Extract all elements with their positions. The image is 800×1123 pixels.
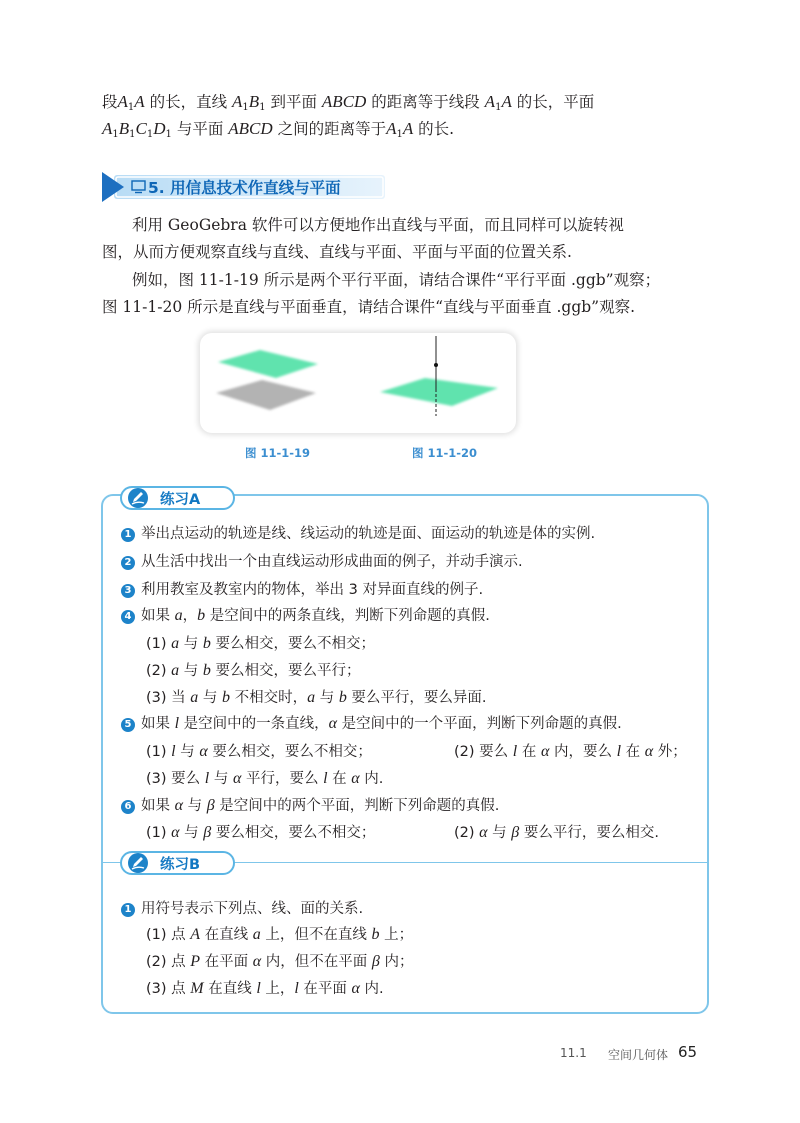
exercise-a-q6-2: (2) α 与 β 要么平行，要么相交.: [454, 824, 659, 841]
exercise-a-label: 练习A: [160, 492, 201, 508]
pencil-icon: [126, 487, 150, 509]
bottom-plane: [216, 380, 316, 410]
exercise-b-q1-2: (2) 点 P 在平面 α 内，但不在平面 β 内；: [146, 953, 414, 970]
exercise-a-q2: 2 从生活中找出一个由直线运动形成曲面的例子，并动手演示.: [121, 550, 523, 571]
exercise-a-q1: 1 举出点运动的轨迹是线、线运动的轨迹是面、面运动的轨迹是体的实例.: [121, 522, 595, 543]
figure-parallel-planes: [210, 340, 340, 430]
computer-icon: [131, 180, 146, 194]
plane: [380, 378, 498, 406]
exercise-b-q1: 1 用符号表示下列点、线、面的关系.: [121, 897, 363, 918]
footer-chapter-title: 空间几何体: [608, 1048, 669, 1062]
figure-caption-2: 图 11-1-20: [412, 446, 478, 460]
para-1a: 利用 GeoGebra 软件可以方便地作出直线与平面，而且同样可以旋转视: [132, 216, 624, 234]
exercise-a-q4: 4 如果 a，b 是空间中的两条直线，判断下列命题的真假.: [121, 604, 490, 625]
exercise-a-q5-3: (3) 要么 l 与 α 平行，要么 l 在 α 内.: [146, 770, 384, 787]
exercise-b-q1-3: (3) 点 M 在直线 l 上，l 在平面 α 内.: [146, 980, 384, 997]
exercise-a-q5-2: (2) 要么 l 在 α 内，要么 l 在 α 外；: [454, 743, 687, 760]
exercise-a-q3: 3 利用教室及教室内的物体，举出 3 对异面直线的例子.: [121, 578, 483, 599]
para-2b: 图 11-1-20 所示是直线与平面垂直，请结合课件“直线与平面垂直 .ggb”观察.: [102, 298, 636, 316]
exercise-a-q6-1: (1) α 与 β 要么相交，要么不相交；: [146, 824, 376, 841]
top-plane: [218, 350, 318, 378]
exercise-a-q4-2: (2) a 与 b 要么相交，要么平行；: [146, 662, 361, 679]
intro-line-2: $A_1B_1C_1D_1$ 与平面 ABCD 之间的距离等于$A_1A$ 的长.: [102, 119, 455, 140]
figure-line-perpendicular-plane: [370, 336, 510, 426]
intro-line-1: 段$A_1A$ 的长，直线 $A_1B_1$ 到平面 ABCD 的距离等于线段 $A_1A$ 的长，平面: [102, 92, 595, 113]
exercise-b-label: 练习B: [160, 857, 201, 873]
footer-section-number: 11.1: [560, 1046, 587, 1060]
line-point: [434, 363, 438, 367]
exercise-a-q4-3: (3) 当 a 与 b 不相交时，a 与 b 要么平行，要么异面.: [146, 689, 487, 706]
figure-caption-1: 图 11-1-19: [245, 446, 311, 460]
para-1b: 图，从而方便观察直线与直线、直线与平面、平面与平面的位置关系.: [102, 243, 572, 261]
exercise-b-q1-1: (1) 点 A 在直线 a 上，但不在直线 b 上；: [146, 926, 414, 943]
exercise-a-q5: 5 如果 l 是空间中的一条直线，α 是空间中的一个平面，判断下列命题的真假.: [121, 712, 622, 733]
exercise-a-q5-1: (1) l 与 α 要么相交，要么不相交；: [146, 743, 372, 760]
page-number: 65: [678, 1043, 698, 1061]
section-title: 5. 用信息技术作直线与平面: [148, 179, 341, 197]
exercise-a-q4-1: (1) a 与 b 要么相交，要么不相交；: [146, 635, 375, 652]
exercise-a-q6: 6 如果 α 与 β 是空间中的两个平面，判断下列命题的真假.: [121, 794, 499, 815]
para-2a: 例如，图 11-1-19 所示是两个平行平面，请结合课件“平行平面 .ggb”观察；: [132, 271, 661, 289]
pencil-icon: [126, 852, 150, 874]
